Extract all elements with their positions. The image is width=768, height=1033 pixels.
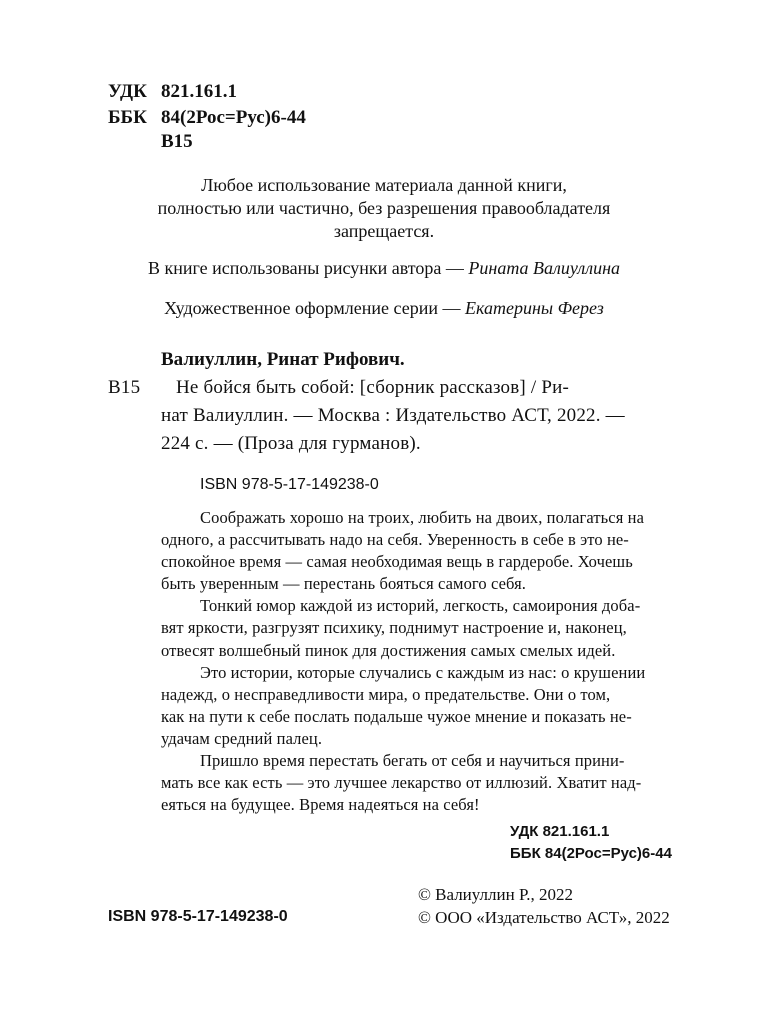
design-credit bbox=[0, 296, 768, 320]
record-author: Валиуллин, Ринат Рифович. bbox=[161, 349, 405, 370]
bottom-udk: УДК 821.161.1 bbox=[510, 823, 610, 840]
annotation-line: мать все как есть — это лучшее лекарство от иллюзий. Хватит над- bbox=[161, 773, 642, 792]
annotation-line: надежд, о несправедливости мира, о предательстве. Они о том, bbox=[161, 685, 611, 704]
copyright-publisher: © ООО «Издательство АСТ», 2022 bbox=[418, 908, 670, 927]
annotation-line: одного, а рассчитывать надо на себя. Уверенность в себе в это не- bbox=[161, 530, 629, 549]
annotation-line: Пришло время перестать бегать от себя и научиться прини- bbox=[200, 751, 625, 770]
bottom-bbk: ББК 84(2Рос=Рус)6-44 bbox=[510, 845, 672, 862]
record-line-1: Не бойся быть собой: [сборник рассказов] / Ри- bbox=[176, 377, 569, 398]
record-line-2: нат Валиуллин. — Москва : Издательство АСТ, 2022. — bbox=[161, 405, 625, 426]
record-isbn: ISBN 978-5-17-149238-0 bbox=[200, 476, 379, 493]
rights-notice-line-3: запрещается. bbox=[333, 221, 435, 241]
annotation-line: Соображать хорошо на троих, любить на двоих, полагаться на bbox=[200, 508, 644, 527]
annotation-line: как на пути к себе послать подальше чужое мнение и показать не- bbox=[161, 707, 632, 726]
rights-notice-line-2: полностью или частично, без разрешения правообладателя bbox=[157, 198, 611, 218]
annotation-line: еяться на будущее. Время надеяться на себя! bbox=[161, 795, 480, 814]
annotation-line: быть уверенным — перестань бояться самого себя. bbox=[161, 574, 527, 593]
bottom-isbn: ISBN 978-5-17-149238-0 bbox=[108, 908, 288, 925]
bbk-value: 84(2Рос=Рус)6-44 bbox=[161, 107, 306, 128]
udk-value: 821.161.1 bbox=[161, 81, 237, 102]
copyright-author: © Валиуллин Р., 2022 bbox=[418, 885, 574, 904]
annotation-line: вят яркости, разгрузят психику, поднимут настроение и, наконец, bbox=[161, 618, 627, 637]
annotation-line: Тонкий юмор каждой из историй, легкость, самоирония доба- bbox=[200, 596, 641, 615]
annotation-line: удачам средний палец. bbox=[161, 729, 323, 748]
design-credit-name: Екатерины Ферез bbox=[465, 298, 604, 318]
bbk-label: ББК bbox=[108, 107, 147, 128]
annotation-line: отвесят волшебный пинок для достижения самых смелых идей. bbox=[161, 641, 616, 660]
rights-notice-line-1: Любое использование материала данной книги, bbox=[201, 175, 567, 195]
design-credit-prefix: Художественное оформление серии — bbox=[164, 298, 465, 318]
illustrations-credit-name: Рината Валиуллина bbox=[468, 258, 621, 278]
annotation-line: Это истории, которые случались с каждым из нас: о крушении bbox=[200, 663, 646, 682]
record-mark: В15 bbox=[108, 377, 141, 398]
illustrations-credit-prefix: В книге использованы рисунки автора — bbox=[147, 258, 469, 278]
udk-label: УДК bbox=[108, 81, 147, 102]
annotation-line: спокойное время — самая необходимая вещь в гардеробе. Хочешь bbox=[161, 552, 633, 571]
author-mark: В15 bbox=[161, 131, 193, 152]
record-line-3: 224 с. — (Проза для гурманов). bbox=[161, 433, 421, 454]
illustrations-credit bbox=[0, 256, 768, 280]
